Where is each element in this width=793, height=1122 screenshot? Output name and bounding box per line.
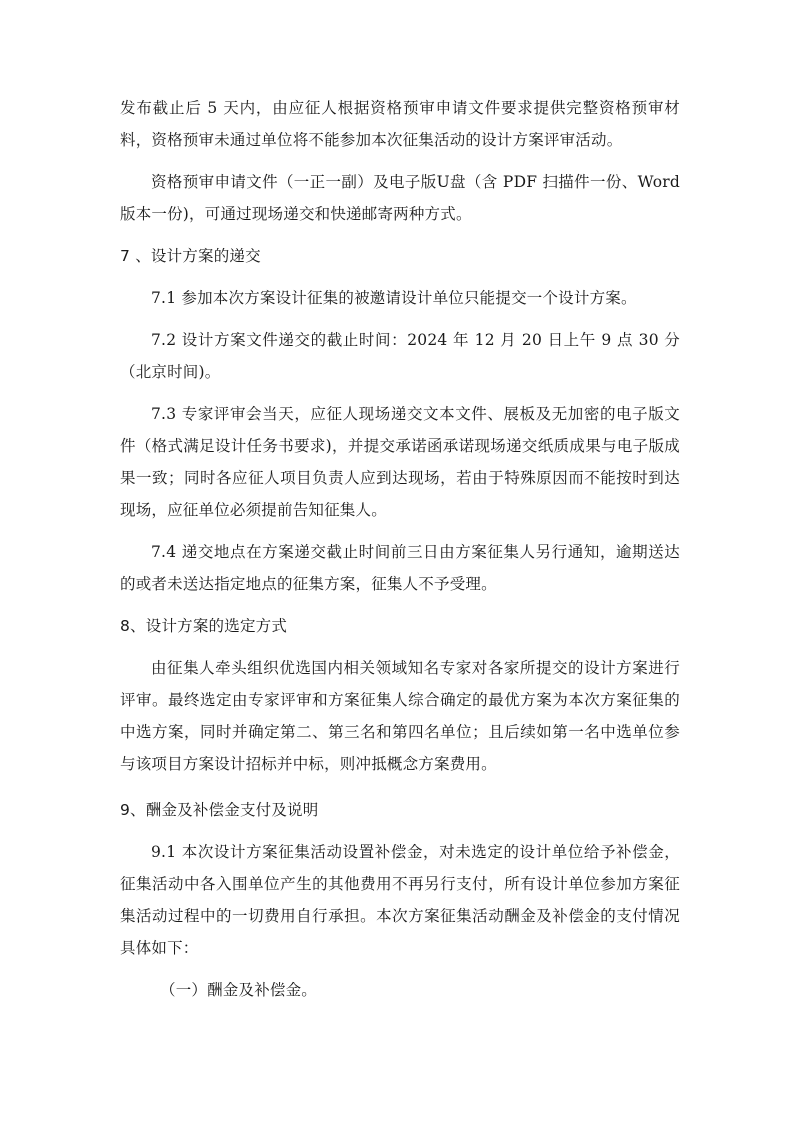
section-heading-8: 8、设计方案的选定方式 <box>120 617 288 635</box>
paragraph-7-1: 7.1 参加本次方案设计征集的被邀请设计单位只能提交一个设计方案。 <box>151 289 637 307</box>
section-heading-9: 9、酬金及补偿金支付及说明 <box>120 801 319 819</box>
paragraph-prequalification-deadline: 发布截止后 5 天内，由应征人根据资格预审申请文件要求提供完整资格预审材料，资格预审未通过单位将不能参加本次征集活动的设计方案评审活动。 <box>120 99 680 149</box>
subsection-heading-1: （一）酬金及补偿金。 <box>160 981 318 999</box>
paragraph-7-4: 7.4 递交地点在方案递交截止时间前三日由方案征集人另行通知，逾期送达的或者未送达指定地点的征集方案，征集人不予受理。 <box>120 543 680 593</box>
paragraph-9-1: 9.1 本次设计方案征集活动设置补偿金，对未选定的设计单位给予补偿金，征集活动中各入围单位产生的其他费用不再另行支付，所有设计单位参加方案征集活动过程中的一切费用自行承担。本次方案征集活动酬金及补偿金的支付情况具体如下： <box>120 843 680 957</box>
paragraph-prequalification-submission: 资格预审申请文件（一正一副）及电子版U盘（含 PDF 扫描件一份、Word 版本一份)，可通过现场递交和快递邮寄两种方式。 <box>120 173 680 223</box>
paragraph-8: 由征集人牵头组织优选国内相关领域知名专家对各家所提交的设计方案进行评审。最终选定由专家评审和方案征集人综合确定的最优方案为本次方案征集的中选方案，同时并确定第二、第三名和第四名单位；且后续如第一名中选单位参与该项目方案设计招标并中标，则冲抵概念方案费用。 <box>120 659 680 773</box>
paragraph-7-2: 7.2 设计方案文件递交的截止时间：2024 年 12 月 20 日上午 9 点 30 分（北京时间)。 <box>120 331 680 381</box>
document-body <box>120 92 680 1006</box>
paragraph-7-3: 7.3 专家评审会当天，应征人现场递交文本文件、展板及无加密的电子版文件（格式满足设计任务书要求)，并提交承诺函承诺现场递交纸质成果与电子版成果一致；同时各应征人项目负责人应到达现场，若由于特殊原因而不能按时到达现场，应征单位必须提前告知征集人。 <box>120 405 680 519</box>
section-heading-7: 7 、设计方案的递交 <box>120 247 261 265</box>
